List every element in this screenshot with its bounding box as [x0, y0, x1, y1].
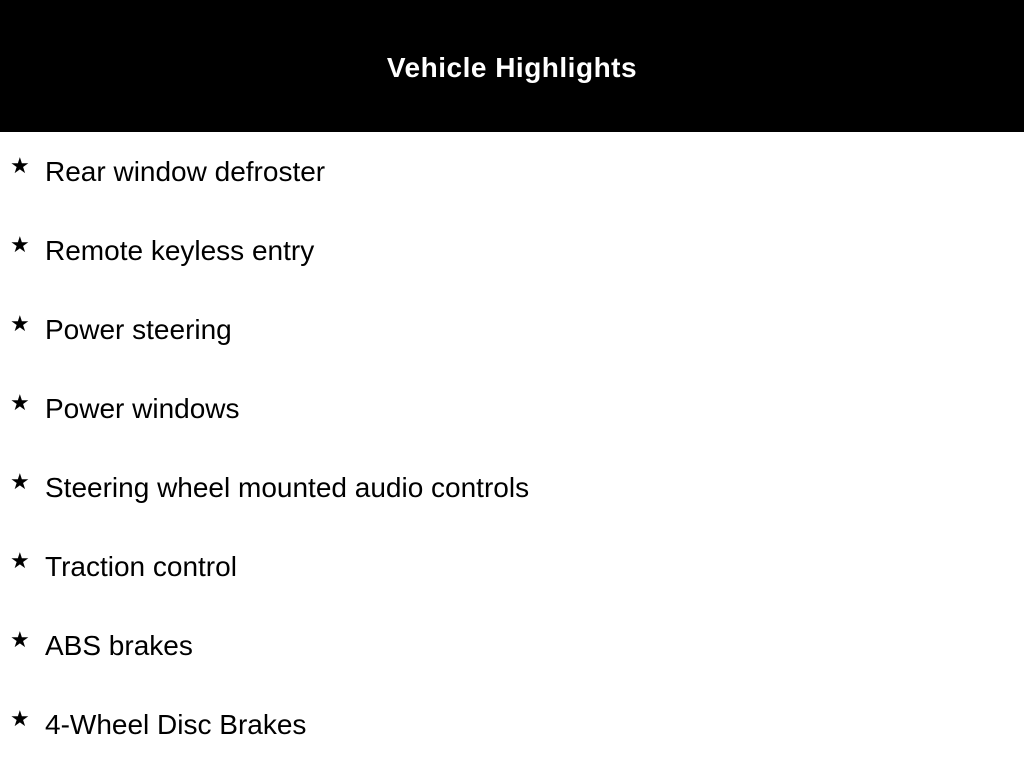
star-icon: ★: [10, 549, 30, 574]
list-item: [0, 132, 1024, 211]
star-icon: ★: [10, 707, 30, 732]
highlight-label: Power steering: [45, 314, 232, 345]
list-item: [0, 606, 1024, 685]
page-title: Vehicle Highlights: [386, 51, 638, 83]
star-icon: ★: [10, 470, 30, 495]
highlights-list: [0, 132, 1024, 764]
list-item: [0, 369, 1024, 448]
list-item: [0, 448, 1024, 527]
highlight-label: ABS brakes: [45, 630, 193, 661]
star-icon: ★: [10, 312, 30, 337]
star-icon: ★: [10, 154, 30, 179]
page-header: [0, 0, 1024, 132]
star-icon: ★: [10, 391, 30, 416]
star-icon: ★: [10, 628, 30, 653]
star-icon: ★: [10, 233, 30, 258]
highlight-label: 4-Wheel Disc Brakes: [45, 709, 307, 740]
highlight-label: Traction control: [45, 551, 237, 582]
list-item: [0, 290, 1024, 369]
list-item: [0, 685, 1024, 764]
list-item: [0, 211, 1024, 290]
highlight-label: Steering wheel mounted audio controls: [45, 472, 530, 503]
highlight-label: Power windows: [45, 393, 240, 424]
list-item: [0, 527, 1024, 606]
highlight-label: Rear window defroster: [45, 156, 326, 187]
highlight-label: Remote keyless entry: [45, 235, 315, 266]
